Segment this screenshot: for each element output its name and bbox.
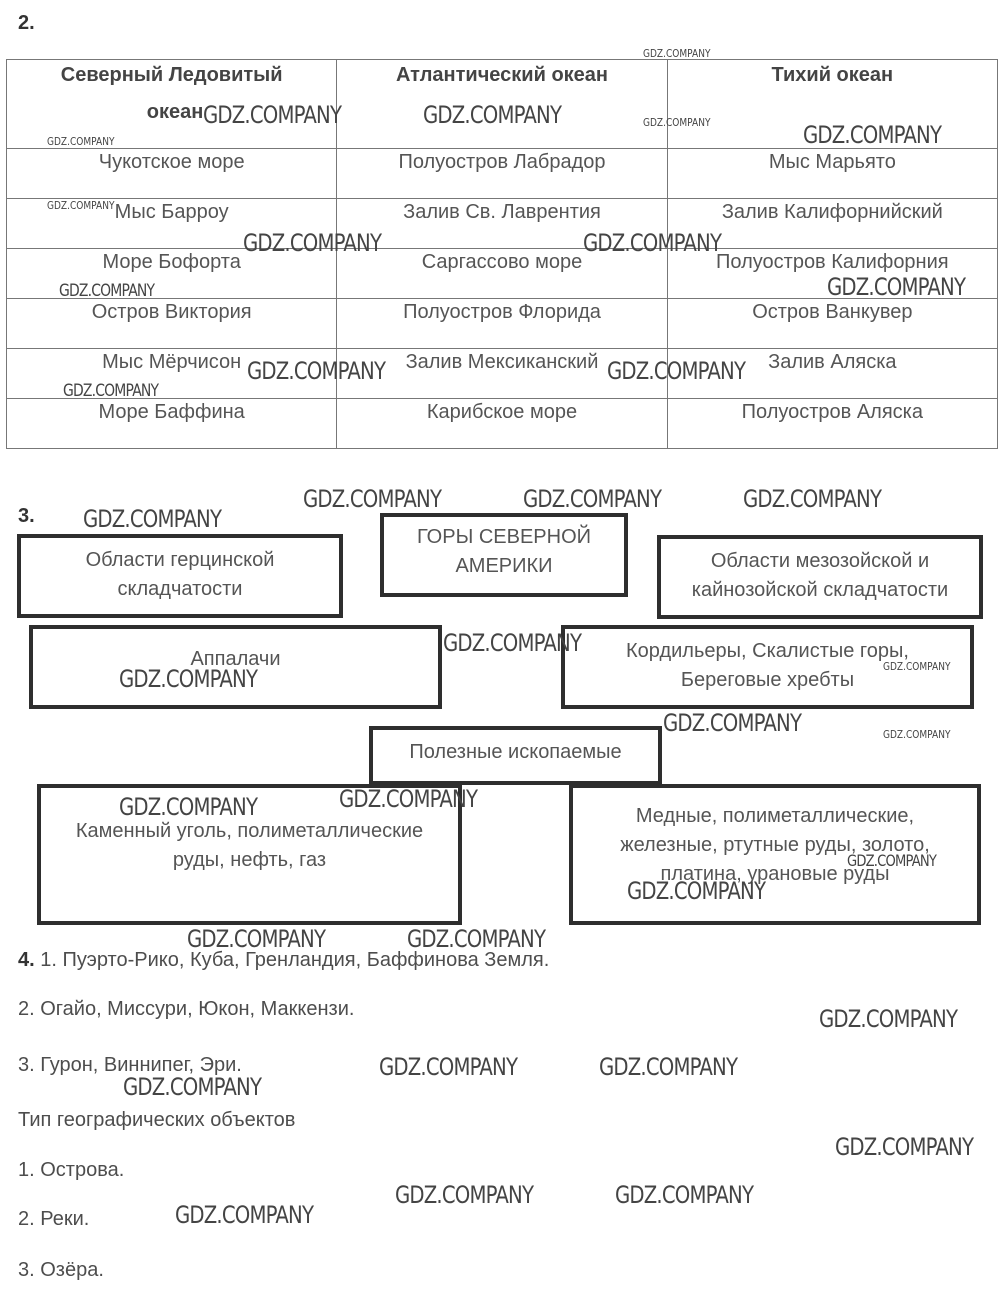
table-cell: Остров Ванкувер <box>667 299 997 349</box>
table-cell: Полуостров Аляска <box>667 399 997 449</box>
minerals-left-line2: руды, нефть, газ <box>172 849 327 871</box>
watermark: GDZ.COMPANY <box>379 1053 518 1081</box>
cordilleras-line1: Кордильеры, Скалистые горы, <box>626 640 909 662</box>
table-cell: Залив Аляска <box>667 349 997 399</box>
minerals-right-line1: Медные, полиметаллические, <box>635 805 915 827</box>
table-cell: Саргассово море <box>337 249 667 299</box>
type-title: Тип географических объектов <box>18 1109 296 1131</box>
minerals-right-line3: платина, урановые руды <box>660 863 890 885</box>
watermark: GDZ.COMPANY <box>819 1005 958 1033</box>
watermark: GDZ.COMPANY <box>123 1073 262 1101</box>
minerals-right-line2: железные, ртутные руды, золото, <box>620 834 930 856</box>
appalachians-text: Аппалачи <box>190 648 281 670</box>
watermark: GDZ.COMPANY <box>47 135 115 148</box>
table-row <box>7 149 998 199</box>
table-row <box>7 199 998 249</box>
table-cell: Залив Мексиканский <box>337 349 667 399</box>
watermark: GDZ.COMPANY <box>303 485 442 513</box>
mountains-title-line1: ГОРЫ СЕВЕРНОЙ <box>416 526 592 548</box>
table-cell: Чукотское море <box>7 149 337 199</box>
watermark: GDZ.COMPANY <box>443 629 582 657</box>
section-2-number: 2. <box>18 12 35 34</box>
watermark: GDZ.COMPANY <box>203 101 342 129</box>
watermark: GDZ.COMPANY <box>247 357 386 385</box>
watermark: GDZ.COMPANY <box>47 199 115 212</box>
table-row <box>7 399 998 449</box>
mesozoic-box <box>657 535 983 619</box>
table-cell: Мыс Барроу <box>7 199 337 249</box>
mountains-title-box <box>380 513 628 597</box>
table-cell: Море Бофорта <box>7 249 337 299</box>
watermark: GDZ.COMPANY <box>187 925 326 953</box>
section-3-number: 3. <box>18 505 35 527</box>
minerals-left-line1: Каменный уголь, полиметаллические <box>75 820 424 842</box>
watermark: GDZ.COMPANY <box>847 851 937 870</box>
table-cell: Полуостров Лабрадор <box>337 149 667 199</box>
watermark: GDZ.COMPANY <box>643 47 711 60</box>
answer-line-2: 2. Огайо, Миссури, Юкон, Маккензи. <box>18 998 355 1020</box>
watermark: GDZ.COMPANY <box>743 485 882 513</box>
minerals-box <box>369 726 662 785</box>
watermark: GDZ.COMPANY <box>599 1053 738 1081</box>
watermark: GDZ.COMPANY <box>883 728 951 741</box>
watermark: GDZ.COMPANY <box>59 281 155 301</box>
type-line-1: 1. Острова. <box>18 1159 125 1181</box>
watermark: GDZ.COMPANY <box>423 101 562 129</box>
hercynian-line1: Области герцинской <box>85 549 275 571</box>
mountains-title-line2: АМЕРИКИ <box>455 555 553 577</box>
watermark: GDZ.COMPANY <box>395 1181 534 1209</box>
type-line-3: 3. Озёра. <box>18 1259 104 1281</box>
watermark: GDZ.COMPANY <box>803 121 942 149</box>
table-cell: Мыс Марьято <box>667 149 997 199</box>
table-row <box>7 299 998 349</box>
watermark: GDZ.COMPANY <box>407 925 546 953</box>
watermark: GDZ.COMPANY <box>883 660 951 673</box>
watermark: GDZ.COMPANY <box>523 485 662 513</box>
mesozoic-line2: кайнозойской складчатости <box>691 579 949 601</box>
watermark: GDZ.COMPANY <box>827 273 966 301</box>
watermark: GDZ.COMPANY <box>607 357 746 385</box>
cordilleras-line2: Береговые хребты <box>680 669 855 691</box>
answer-line-3: 3. Гурон, Виннипег, Эри. <box>18 1054 242 1076</box>
header-atlantic: Атлантический океан <box>337 60 667 149</box>
hercynian-box <box>17 534 343 618</box>
table-cell: Полуостров Флорида <box>337 299 667 349</box>
watermark: GDZ.COMPANY <box>83 505 222 533</box>
watermark: GDZ.COMPANY <box>119 665 258 693</box>
minerals-text: Полезные ископаемые <box>409 741 622 763</box>
hercynian-line2: складчатости <box>117 578 243 600</box>
watermark: GDZ.COMPANY <box>583 229 722 257</box>
table-cell: Полуостров Калифорния <box>667 249 997 299</box>
watermark: GDZ.COMPANY <box>835 1133 974 1161</box>
watermark: GDZ.COMPANY <box>339 785 478 813</box>
table-cell: Остров Виктория <box>7 299 337 349</box>
header-pacific: Тихий океан <box>667 60 997 149</box>
mesozoic-line1: Области мезозойской и <box>710 550 930 572</box>
watermark: GDZ.COMPANY <box>119 793 258 821</box>
watermark: GDZ.COMPANY <box>63 381 159 401</box>
table-cell: Карибское море <box>337 399 667 449</box>
watermark: GDZ.COMPANY <box>175 1201 314 1229</box>
section-4-number: 4. <box>18 949 35 971</box>
table-cell: Залив Св. Лаврентия <box>337 199 667 249</box>
header-arctic-line1: Северный Ледовитый <box>60 64 283 86</box>
table-cell: Залив Калифорнийский <box>667 199 997 249</box>
type-line-2: 2. Реки. <box>18 1208 90 1230</box>
watermark: GDZ.COMPANY <box>243 229 382 257</box>
watermark: GDZ.COMPANY <box>663 709 802 737</box>
header-arctic-line2: океан <box>146 101 204 123</box>
watermark: GDZ.COMPANY <box>615 1181 754 1209</box>
table-cell: Море Баффина <box>7 399 337 449</box>
watermark: GDZ.COMPANY <box>627 877 766 905</box>
answer-line-1-text: 1. Пуэрто-Рико, Куба, Гренландия, Баффинова Земля. <box>40 949 550 971</box>
watermark: GDZ.COMPANY <box>643 116 711 129</box>
table-cell: Мыс Мёрчисон <box>7 349 337 399</box>
